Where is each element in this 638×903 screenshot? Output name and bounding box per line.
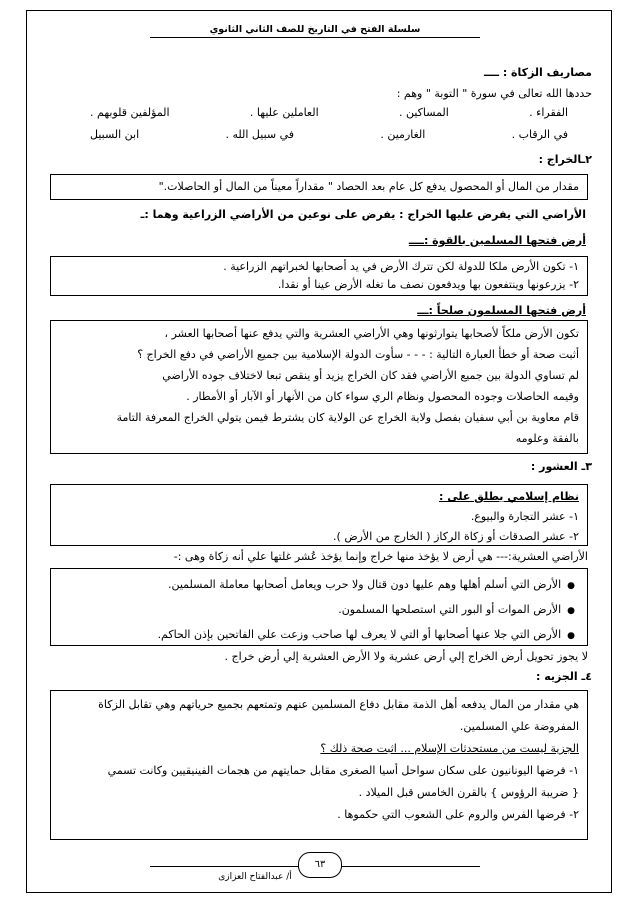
ushri-bullet-1: ● الأرض التي أسلم أهلها وهم عليها دون قتال ولا حرب ويعامل أصحابها معاملة المسلمين. [59,573,575,598]
series-header: سلسلة الفتح في التاريخ للصف الثاني الثانوي [150,24,480,38]
peace-line-6: بالفقة وعلومه [515,432,579,445]
zakat-intro: حددها الله تعالى في سورة " التوبة " وهم : [396,87,592,100]
zakat-item: المؤلفين قلوبهم . [90,106,170,119]
page-number: ٦٣ [298,852,342,878]
peace-line-2: أثبت صحة أو خطأ العبارة التالية : - - - سأوت الدولة الإسلامية بين جميع الأراضي في دفع الخراج ؟ [137,348,579,361]
zakat-item: في الرقاب . [511,128,568,141]
zakat-item: ابن السبيل [90,128,140,141]
ushri-bullet-2: ● الأرض الموات أو البور التي استصلحها المسلمون. [59,598,575,623]
ushur-item-2: ٢- عشر الصدقات أو زكاة الركاز ( الخارج من الأرض ). [333,530,579,543]
zakat-recipients-title: مصاريف الزكاة : ــــ [483,66,592,79]
peace-line-3: لم تساوي الدولة بين جميع الأراضي فقد كان الخراج يزيد أو ينقص تبعا لاختلاف جوده الأراضي [162,369,579,382]
force-land-box [50,256,588,296]
zakat-item: في سبيل الله . [225,128,295,141]
jizya-answer-2: { ضريبة الرؤوس } بالقرن الخامس قبل الميلاد . [358,786,579,799]
kharaj-definition-box [50,174,588,200]
force-land-title: أرض فتحها المسلمين بالقوة :ــــ [408,234,586,247]
zakat-row-2 [90,126,568,144]
zakat-row-1 [90,104,568,122]
peace-line-1: تكون الأرض ملكاً لأصحابها يتوارثونها وهي الأراضي العشرية والتي يدفع عنها أصحابها العشر ، [164,327,579,340]
ushri-lands-box [50,568,588,646]
jizya-def-line-1: هي مقدار من المال يدفعه أهل الذمة مقابل دفاع المسلمين عنهم وتمتعهم بجميع حرياتهم وهي تقابل الزكاة [98,698,579,711]
kharaj-title: ٢ـالخراج : [538,153,592,166]
ushur-title: ٣ـ العشور : [530,460,592,473]
jizya-answer-1: ١- فرضها اليونانيون على سكان سواحل أسيا الصغرى مقابل حمايتهم من هجمات الفينيقيين وكانت تسمي [107,764,579,777]
ushri-lands-intro: الأراضي العشرية:--- هي أرض لا يؤخذ منها خراج وإنما يؤخذ عُشر غلتها علي أنه زكاة وهى :- [173,550,588,563]
peace-line-4: وقيمه الحاصلات وجوده المحصول ونظام الري سواء كان من الأنهار أو الآبار أو الأمطار . [186,390,579,403]
zakat-item: العاملين عليها . [249,106,319,119]
zakat-item: الغارمين . [380,128,426,141]
peace-line-5: قام معاوية بن أبي سفيان بفصل ولاية الخراج عن الولاية كان يشترط فيمن يتولي الخراج المعرفة التامة [116,411,579,424]
ushri-note: لا يجوز تحويل أرض الخراج إلي أرض عشرية ولا الأرض العشرية إلي أرض خراج . [224,650,588,663]
kharaj-lands-intro: الأراضي التي يفرض عليها الخراج : يفرض على نوعين من الأراضي الزراعية وهما :ـ [140,208,586,221]
jizya-box [50,690,588,840]
zakat-item: المساكين . [398,106,449,119]
ushri-bullet-3: ● الأرض التي جلا عنها أصحابها أو التي لا يعرف لها صاحب وزعت علي الفاتحين بإذن الحاكم. [59,623,575,648]
force-item-2: ٢- يزرعونها وينتفعون بها ويدفعون نصف ما تغله الأرض عينا أو نقدا. [277,278,579,291]
jizya-def-line-2: المفروضة علي المسلمين. [459,720,579,733]
jizya-title: ٤ـ الجزيه : [535,670,592,683]
kharaj-definition: مقدار من المال أو المحصول يدفع كل عام بعد الحصاد " مقداراً معيناً من المال أو الحاصلات." [158,180,579,193]
author-name: أ/ عبدالفتاح العزازى [218,872,292,882]
ushur-item-1: ١- عشر التجارة والبيوع. [470,510,579,523]
force-item-1: ١- تكون الأرض ملكا للدولة لكن تترك الأرض في يد أصحابها لخبراتهم الزراعية . [223,260,579,273]
zakat-item: الفقراء . [529,106,568,119]
ushur-system-title: نظام إسلامي يطلق على : [438,490,579,503]
ushur-box [50,484,588,546]
peace-land-box [50,320,588,454]
peace-land-title: أرض فتحها المسلمون صلحاً :ـــ [417,304,586,317]
jizya-question: الجزية ليست من مستحدثات الإسلام ... اثبت صحة ذلك ؟ [320,742,579,755]
jizya-answer-3: ٢- فرضها الفرس والروم على الشعوب التي حكموها . [337,808,579,821]
